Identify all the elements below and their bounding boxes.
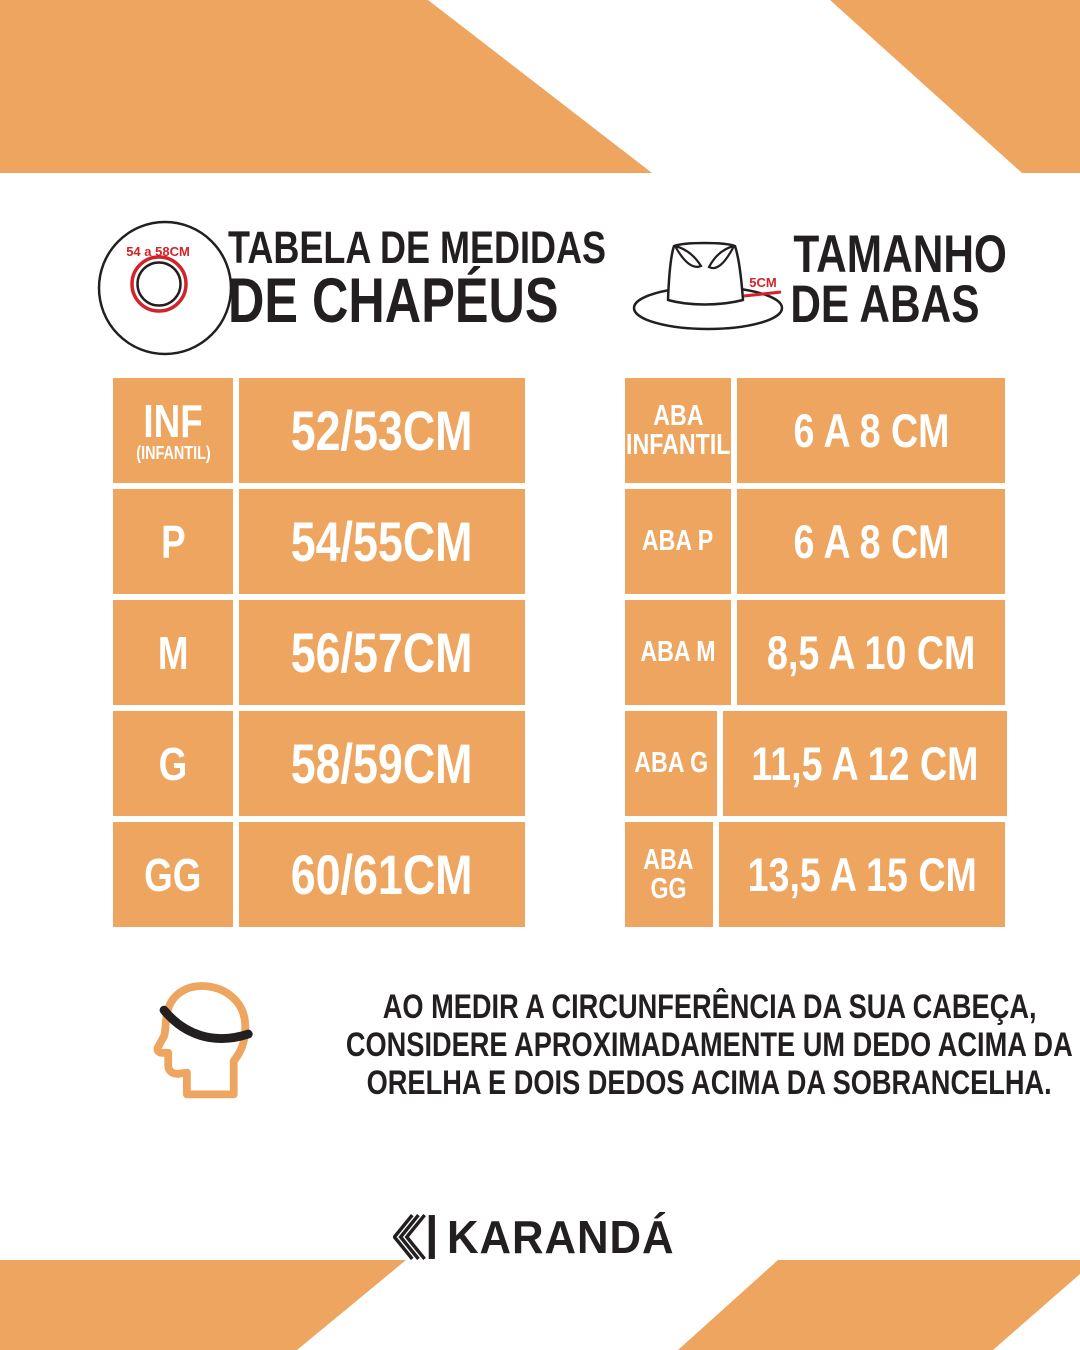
size-label-cell [113, 711, 233, 816]
brim-value-cell [737, 378, 1005, 483]
right-table-title [740, 225, 1007, 334]
brim-label-line2: GG [650, 872, 687, 905]
brim-label-cell [625, 378, 731, 483]
brim-label-cell [625, 600, 731, 705]
table-row [625, 600, 1005, 705]
size-value: 58/59CM [291, 732, 473, 795]
size-value: 60/61CM [291, 843, 473, 906]
size-label: GG [144, 848, 202, 901]
right-title-line2: DE ABAS [790, 275, 980, 334]
size-label-cell [113, 489, 233, 594]
brim-value-cell [737, 600, 1005, 705]
size-label-cell [113, 600, 233, 705]
size-value: 56/57CM [291, 621, 473, 684]
left-title-line1: TABELA DE MEDIDAS [228, 222, 606, 273]
brim-label: ABA P [642, 525, 714, 557]
brim-value-cell [719, 822, 1005, 927]
brim-value: 8,5 A 10 CM [766, 626, 976, 679]
brim-measure-label: 5CM [749, 275, 777, 290]
size-label: INF [143, 395, 203, 447]
hat-top-view-icon [95, 216, 237, 358]
brim-label: ABA [652, 399, 704, 432]
brand-name: KARANDÁ [447, 1211, 675, 1263]
brim-value: 6 A 8 CM [793, 515, 949, 568]
size-value-cell [239, 822, 525, 927]
size-value-cell [239, 378, 525, 483]
table-row [113, 711, 525, 816]
table-row [113, 822, 525, 927]
brim-value: 6 A 8 CM [793, 404, 949, 457]
size-label: M [157, 626, 189, 679]
crown-measure-label: 54 a 58CM [126, 244, 190, 259]
brim-label: ABA M [640, 636, 716, 668]
measuring-note [150, 980, 1073, 1110]
size-value-cell [239, 711, 525, 816]
size-value-cell [239, 489, 525, 594]
table-row [113, 489, 525, 594]
table-row [625, 489, 1005, 594]
note-line1: AO MEDIR A CIRCUNFERÊNCIA DA SUA CABEÇA, [382, 988, 1037, 1026]
head-profile-icon [150, 980, 255, 1110]
size-label-cell [113, 822, 233, 927]
brand-logo [0, 1210, 1080, 1264]
brim-label: ABA [643, 843, 694, 876]
table-row [625, 822, 1005, 927]
table-row [113, 600, 525, 705]
brim-value-cell [723, 711, 1007, 816]
brim-label-cell [625, 822, 713, 927]
brim-label-line2: INFANTIL [625, 428, 731, 461]
size-label: P [160, 515, 186, 568]
size-sublabel: (INFANTIL) [135, 443, 211, 463]
size-value: 54/55CM [291, 510, 473, 573]
brim-label-cell [625, 489, 731, 594]
note-line3: ORELHA E DOIS DEDOS ACIMA DA SOBRANCELHA. [366, 1064, 1052, 1102]
table-row [625, 711, 1005, 816]
note-line2: CONSIDERE APROXIMADAMENTE UM DEDO ACIMA DA [345, 1026, 1073, 1064]
right-title-line1: TAMANHO [793, 225, 1007, 284]
left-title-line2: DE CHAPÉUS [228, 266, 559, 336]
brim-label: ABA G [634, 747, 709, 779]
note-text [255, 988, 1080, 1102]
table-row [625, 378, 1005, 483]
brim-value-cell [737, 489, 1005, 594]
size-value: 52/53CM [291, 399, 473, 462]
table-row [113, 378, 525, 483]
hat-sizes-table [113, 378, 525, 927]
size-value-cell [239, 600, 525, 705]
brim-value: 13,5 A 15 CM [747, 848, 977, 901]
size-label-cell [113, 378, 233, 483]
karanda-k-mark-icon [393, 1213, 437, 1261]
brim-value: 11,5 A 12 CM [751, 737, 979, 790]
brim-sizes-table [625, 378, 1005, 927]
size-label: G [158, 737, 188, 790]
brim-label-cell [625, 711, 717, 816]
